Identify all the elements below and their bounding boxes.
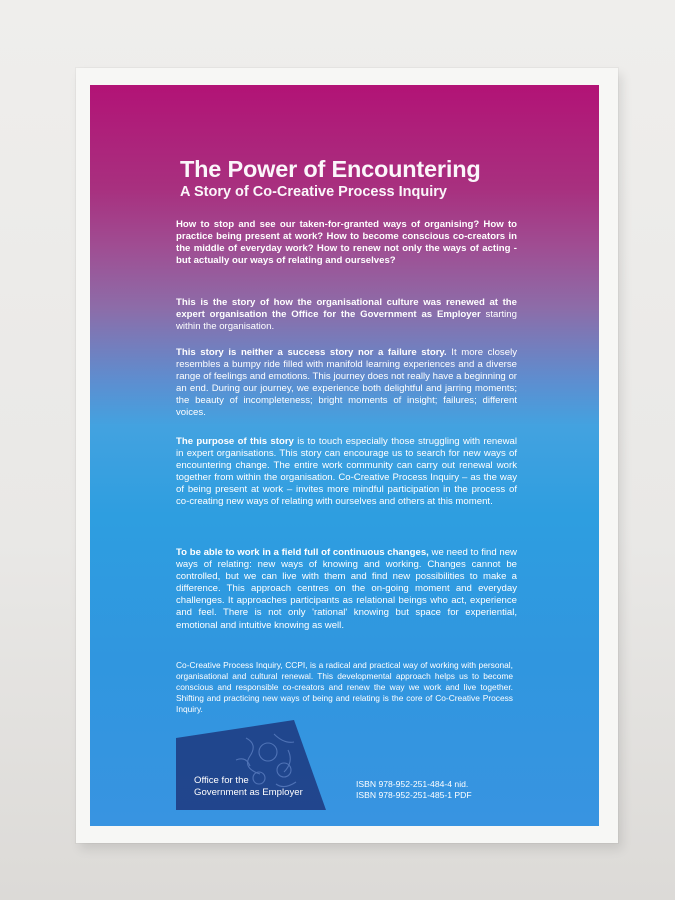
isbn-block bbox=[356, 779, 472, 801]
publisher-logo bbox=[176, 720, 326, 810]
purpose-lead: The purpose of this story bbox=[176, 436, 294, 447]
change-lead: To be able to work in a field full of continuous changes, bbox=[176, 547, 429, 558]
publisher-name bbox=[194, 775, 303, 799]
journey-rest: It more closely resembles a bumpy ride filled with manifold learning experiences and a diverse range of feelings and emotions. This journey does not really have a beginning or an end. During our journey, we experience both delightful and jarring moments; the beauty of incompleteness; bright moments of insight; failures; different voices. bbox=[176, 347, 517, 419]
story-paragraph bbox=[176, 297, 517, 333]
isbn-pdf: ISBN 978-952-251-485-1 PDF bbox=[356, 790, 472, 800]
change-rest: we need to find new ways of relating: new ways of knowing and working. Changes cannot be controlled, but we can live with them and find new possibilities to make a difference. This approach centres on the on-going moment and everyday challenges. It approaches participants as relational beings who act, experience and feel. There is not only 'rational' knowing but space for experiential, emotional and intuitive knowing as well. bbox=[176, 547, 517, 631]
publisher-name-line2: Government as Employer bbox=[194, 787, 303, 798]
journey-paragraph bbox=[176, 347, 517, 420]
book-subtitle: A Story of Co-Creative Process Inquiry bbox=[180, 184, 447, 200]
change-paragraph bbox=[176, 547, 517, 632]
isbn-print: ISBN 978-952-251-484-4 nid. bbox=[356, 779, 469, 789]
purpose-rest: is to touch especially those struggling with renewal in expert organisations. This story can encourage us to search for new ways of encountering change. The entire work community can carry out renewal work together from within the organisation. Co-Creative Process Inquiry – as the way of being present at work – invites more mindful participation in the process of co-creating new ways of relating with ourselves and others at this moment. bbox=[176, 436, 518, 508]
intro-questions: How to stop and see our taken-for-granted ways of organising? How to practice being present at work? How to become conscious co-creators in the middle of everyday work? How to renew not only the ways of acting - but actually our ways of relating and ourselves? bbox=[176, 219, 517, 267]
book-title: The Power of Encountering bbox=[180, 156, 481, 182]
publisher-name-line1: Office for the bbox=[194, 775, 249, 786]
back-cover bbox=[90, 85, 599, 826]
journey-lead: This story is neither a success story nor a failure story. bbox=[176, 347, 447, 358]
purpose-paragraph bbox=[176, 436, 517, 509]
story-rest: starting within the organisation. bbox=[176, 309, 517, 333]
ccpi-paragraph: Co-Creative Process Inquiry, CCPI, is a radical and practical way of working with personal, organisational and cultural renewal. This developmental approach helps us to become conscious and responsible co-creators and renew the way we work and live together. Shifting and practicing new ways of being and relating is the core of Co-Creative Process Inquiry. bbox=[176, 660, 513, 714]
story-lead: This is the story of how the organisational culture was renewed at the expert organisation the Office for the Government as Employer bbox=[176, 297, 517, 321]
